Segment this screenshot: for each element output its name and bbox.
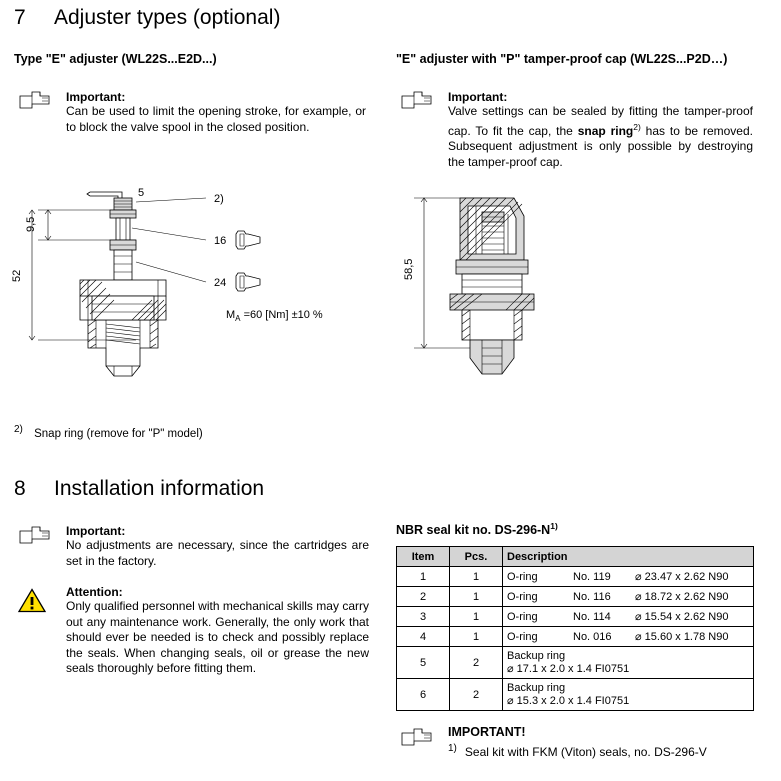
cell-item: 4	[397, 627, 450, 647]
cell-description	[503, 567, 754, 587]
dim-52-label: 52	[11, 269, 23, 282]
section-8-number: 8	[14, 477, 26, 500]
attention-note-body: Only qualified personnel with mechanical skills may carry out any maintenance work. Generally, the only work that should ever be needed is to check and possibly replace the seals. When changing seals, oil or grease the new seals thoroughly before fitting them.	[66, 599, 369, 675]
install-note-body: No adjustments are necessary, since the cartridges are set in the factory.	[66, 538, 369, 568]
right-subheading: "E" adjuster with "P" tamper-proof cap (WL22S...P2D…)	[396, 52, 728, 66]
desc-name: O-ring	[507, 591, 538, 603]
important-footer	[448, 725, 768, 761]
torque-label: $M_A =60$ [Nm] ±10 %	[226, 309, 323, 323]
cell-item: 6	[397, 679, 450, 711]
left-important-note	[66, 90, 366, 135]
adjuster-tamper-proof-drawing	[396, 170, 766, 420]
desc-dim: ⌀ 17.1 x 2.0 x 1.4 FI0751	[507, 663, 630, 675]
right-note-body	[448, 104, 753, 170]
desc-name: O-ring	[507, 571, 538, 583]
right-note-title: Important:	[448, 90, 508, 104]
desc-dim: ⌀ 23.47 x 2.62 N90	[635, 571, 729, 583]
install-important-note	[66, 524, 369, 569]
right-important-note	[448, 90, 753, 170]
attention-note	[66, 585, 369, 677]
table-row	[397, 587, 754, 607]
col-description: Description	[503, 547, 754, 567]
callout-16-label: 16	[214, 235, 227, 247]
col-item: Item	[397, 547, 450, 567]
pointing-hand-icon	[18, 90, 52, 110]
cell-description	[503, 587, 754, 607]
sealkit-title-sup: 1)	[550, 521, 558, 531]
desc-name: Backup ring	[507, 682, 566, 694]
pointing-hand-icon-right	[400, 90, 434, 110]
cell-pcs: 1	[450, 627, 503, 647]
wrench-icon-16	[236, 231, 260, 249]
wrench-icon-24	[236, 273, 260, 291]
section-8-heading	[14, 477, 264, 501]
cell-description	[503, 627, 754, 647]
important-footer-body	[448, 741, 768, 761]
cell-item: 5	[397, 647, 450, 679]
section-8-title: Installation information	[54, 477, 265, 500]
section-7-title: Adjuster types (optional)	[54, 6, 281, 29]
dim-95-label: 9,5	[25, 216, 37, 232]
cell-item: 1	[397, 567, 450, 587]
important-footer-title: IMPORTANT!	[448, 725, 526, 739]
valve-nose	[470, 340, 514, 374]
cell-pcs: 1	[450, 587, 503, 607]
right-note-bold: snap ring	[577, 123, 634, 138]
table-header-row	[397, 547, 754, 567]
attention-note-title: Attention:	[66, 585, 123, 599]
section-7-heading	[14, 6, 280, 30]
table-row	[397, 647, 754, 679]
dim-585-label: 58,5	[403, 258, 415, 280]
left-note-body: Can be used to limit the opening stroke, for example, or to block the valve spool in the closed position.	[66, 104, 366, 134]
left-subheading: Type "E" adjuster (WL22S...E2D...)	[14, 52, 217, 66]
table-row	[397, 679, 754, 711]
desc-dim: ⌀ 15.60 x 1.78 N90	[635, 631, 729, 643]
footnote-marker: 2)	[14, 424, 23, 435]
pointing-hand-icon-install	[18, 525, 52, 545]
dim-5-label: 5	[138, 187, 145, 199]
table-row	[397, 607, 754, 627]
sealkit-title	[396, 521, 558, 537]
section-7-number: 7	[14, 6, 26, 29]
right-note-sup: 2)	[633, 121, 641, 132]
seal-kit-table	[396, 546, 754, 711]
sealkit-title-text: NBR seal kit no. DS-296-N	[396, 523, 551, 538]
table-row	[397, 627, 754, 647]
right-note-part2: has to be removed. Subsequent adjustment is only possible by destroying the tamper-proof cap.	[448, 123, 753, 169]
desc-no: No. 114	[573, 611, 611, 623]
section7-footnote	[14, 424, 203, 440]
cell-description	[503, 679, 754, 711]
install-note-title: Important:	[66, 524, 126, 538]
callout-24-label: 24	[214, 277, 227, 289]
footnote-text: Snap ring (remove for "P" model)	[34, 427, 203, 440]
desc-dim: ⌀ 15.54 x 2.62 N90	[635, 611, 729, 623]
desc-no: No. 116	[573, 591, 611, 603]
callout-2-label: 2)	[214, 193, 224, 205]
col-pcs: Pcs.	[450, 547, 503, 567]
desc-no: No. 119	[573, 571, 611, 583]
cell-description	[503, 647, 754, 679]
cell-pcs: 1	[450, 607, 503, 627]
table-row	[397, 567, 754, 587]
warning-triangle-icon	[18, 588, 46, 613]
right-note-part1: Valve settings can be sealed by fitting the tamper-proof cap. To fit the cap, the	[448, 104, 753, 138]
cell-pcs: 2	[450, 679, 503, 711]
desc-name: O-ring	[507, 611, 538, 623]
cell-description	[503, 607, 754, 627]
left-note-title: Important:	[66, 90, 126, 104]
important-footer-marker: 1)	[448, 743, 457, 754]
cell-pcs: 2	[450, 647, 503, 679]
adjuster-type-e-drawing	[10, 170, 380, 420]
desc-name: O-ring	[507, 631, 538, 643]
cell-pcs: 1	[450, 567, 503, 587]
desc-no: No. 016	[573, 631, 612, 643]
cell-item: 2	[397, 587, 450, 607]
desc-dim: ⌀ 15.3 x 2.0 x 1.4 FI0751	[507, 695, 630, 707]
cell-item: 3	[397, 607, 450, 627]
desc-name: Backup ring	[507, 650, 566, 662]
important-footer-text: Seal kit with FKM (Viton) seals, no. DS-296-V	[464, 745, 707, 759]
desc-dim: ⌀ 18.72 x 2.62 N90	[635, 591, 729, 603]
pointing-hand-icon-footer	[400, 727, 434, 747]
